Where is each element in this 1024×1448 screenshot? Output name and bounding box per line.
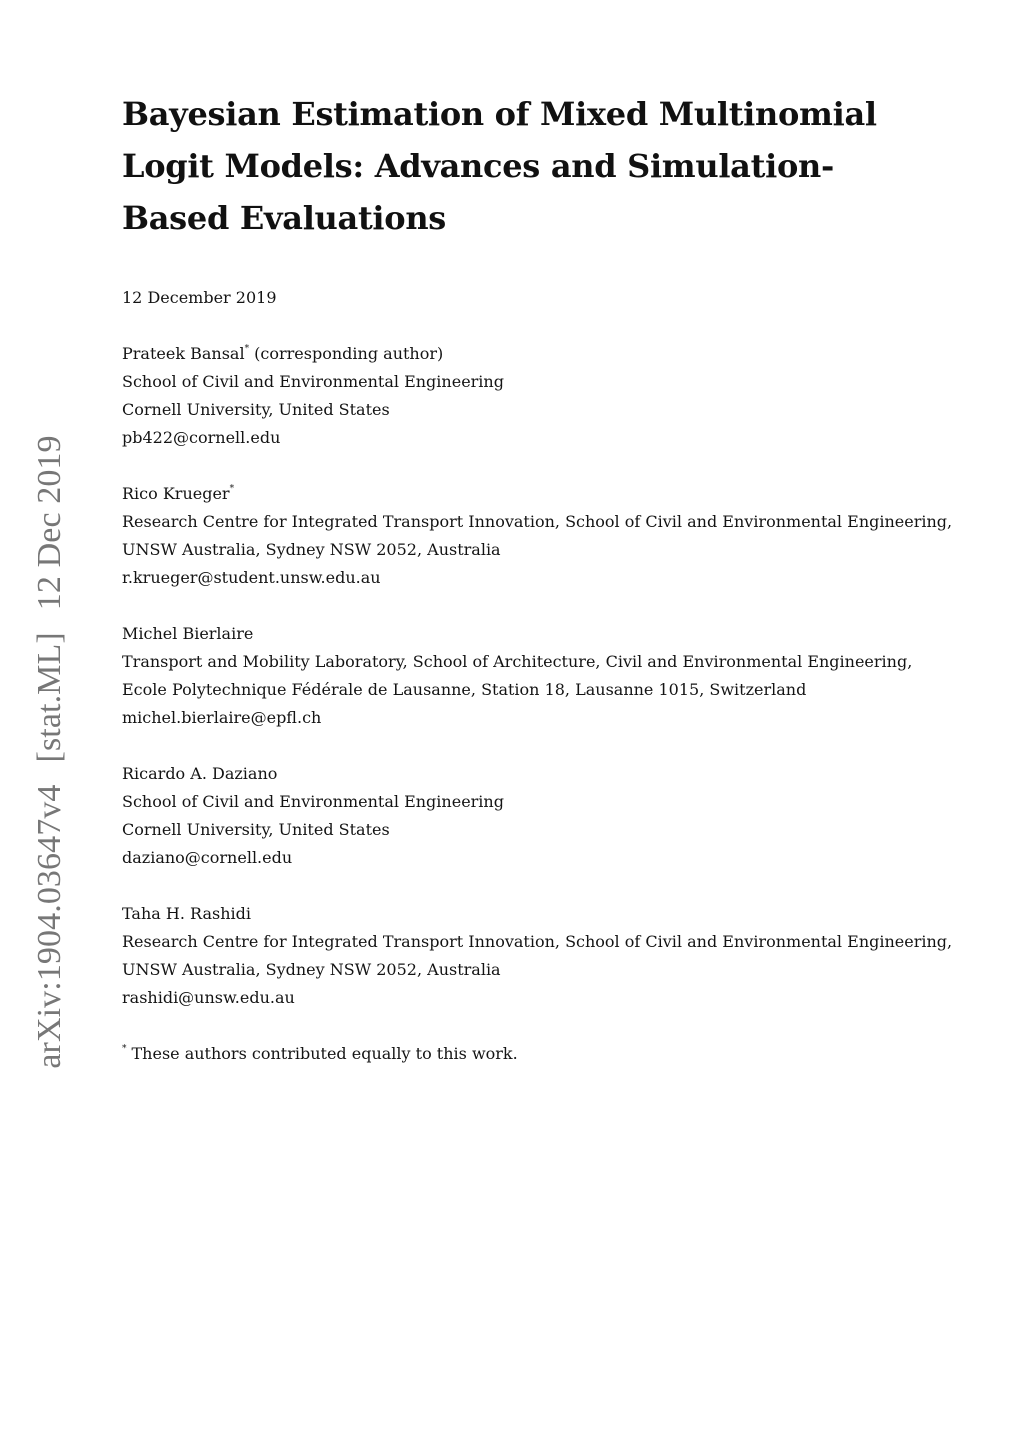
- author-affiliation-line: Transport and Mobility Laboratory, School of Architecture, Civil and Environmental Engineering,: [122, 652, 913, 671]
- author-name: Rico Krueger: [122, 484, 230, 503]
- author-affiliation-line: UNSW Australia, Sydney NSW 2052, Australia: [122, 960, 501, 979]
- author-block: [122, 900, 962, 1012]
- author-block: [122, 760, 962, 872]
- author-email: pb422@cornell.edu: [122, 428, 281, 447]
- paper-metadata: [122, 284, 962, 1068]
- author-affiliation-line: School of Civil and Environmental Engineering: [122, 792, 504, 811]
- author-block: [122, 340, 962, 452]
- author-name-line: [122, 340, 962, 368]
- author-name: Prateek Bansal: [122, 344, 245, 363]
- arxiv-identifier: arXiv:1904.03647v4: [31, 784, 68, 1069]
- author-name: Michel Bierlaire: [122, 624, 254, 643]
- author-affiliation-line: Cornell University, United States: [122, 820, 390, 839]
- author-role-note: (corresponding author): [254, 344, 444, 363]
- author-affiliation-line: Cornell University, United States: [122, 400, 390, 419]
- author-affiliation-line: Research Centre for Integrated Transport Innovation, School of Civil and Environmental Engineering,: [122, 932, 953, 951]
- author-affiliation-line: Ecole Polytechnique Fédérale de Lausanne, Station 18, Lausanne 1015, Switzerland: [122, 680, 807, 699]
- footnote-mark: *: [122, 1044, 127, 1054]
- author-affiliation-line: Research Centre for Integrated Transport Innovation, School of Civil and Environmental Engineering,: [122, 512, 953, 531]
- arxiv-date: 12 Dec 2019: [31, 435, 68, 611]
- author-name: Ricardo A. Daziano: [122, 764, 278, 783]
- author-footnote-mark: *: [229, 484, 235, 494]
- author-name-line: [122, 480, 962, 508]
- arxiv-category: [stat.ML]: [31, 632, 68, 763]
- author-email: rashidi@unsw.edu.au: [122, 988, 295, 1007]
- author-contribution-footnote: [122, 1040, 962, 1068]
- author-email: daziano@cornell.edu: [122, 848, 293, 867]
- author-affiliation-line: UNSW Australia, Sydney NSW 2052, Australia: [122, 540, 501, 559]
- author-footnote-mark: *: [244, 344, 250, 354]
- paper-title: Bayesian Estimation of Mixed Multinomial Logit Models: Advances and Simulation-Based Evaluations: [122, 95, 877, 237]
- footnote-text: These authors contributed equally to this work.: [131, 1044, 518, 1063]
- author-affiliation-line: School of Civil and Environmental Engineering: [122, 372, 504, 391]
- arxiv-side-stamp: [33, 435, 67, 1068]
- author-block: [122, 620, 962, 732]
- author-email: michel.bierlaire@epfl.ch: [122, 708, 322, 727]
- paper-date: 12 December 2019: [122, 288, 277, 307]
- author-name: Taha H. Rashidi: [122, 904, 251, 923]
- author-block: [122, 480, 962, 592]
- author-email: r.krueger@student.unsw.edu.au: [122, 568, 381, 587]
